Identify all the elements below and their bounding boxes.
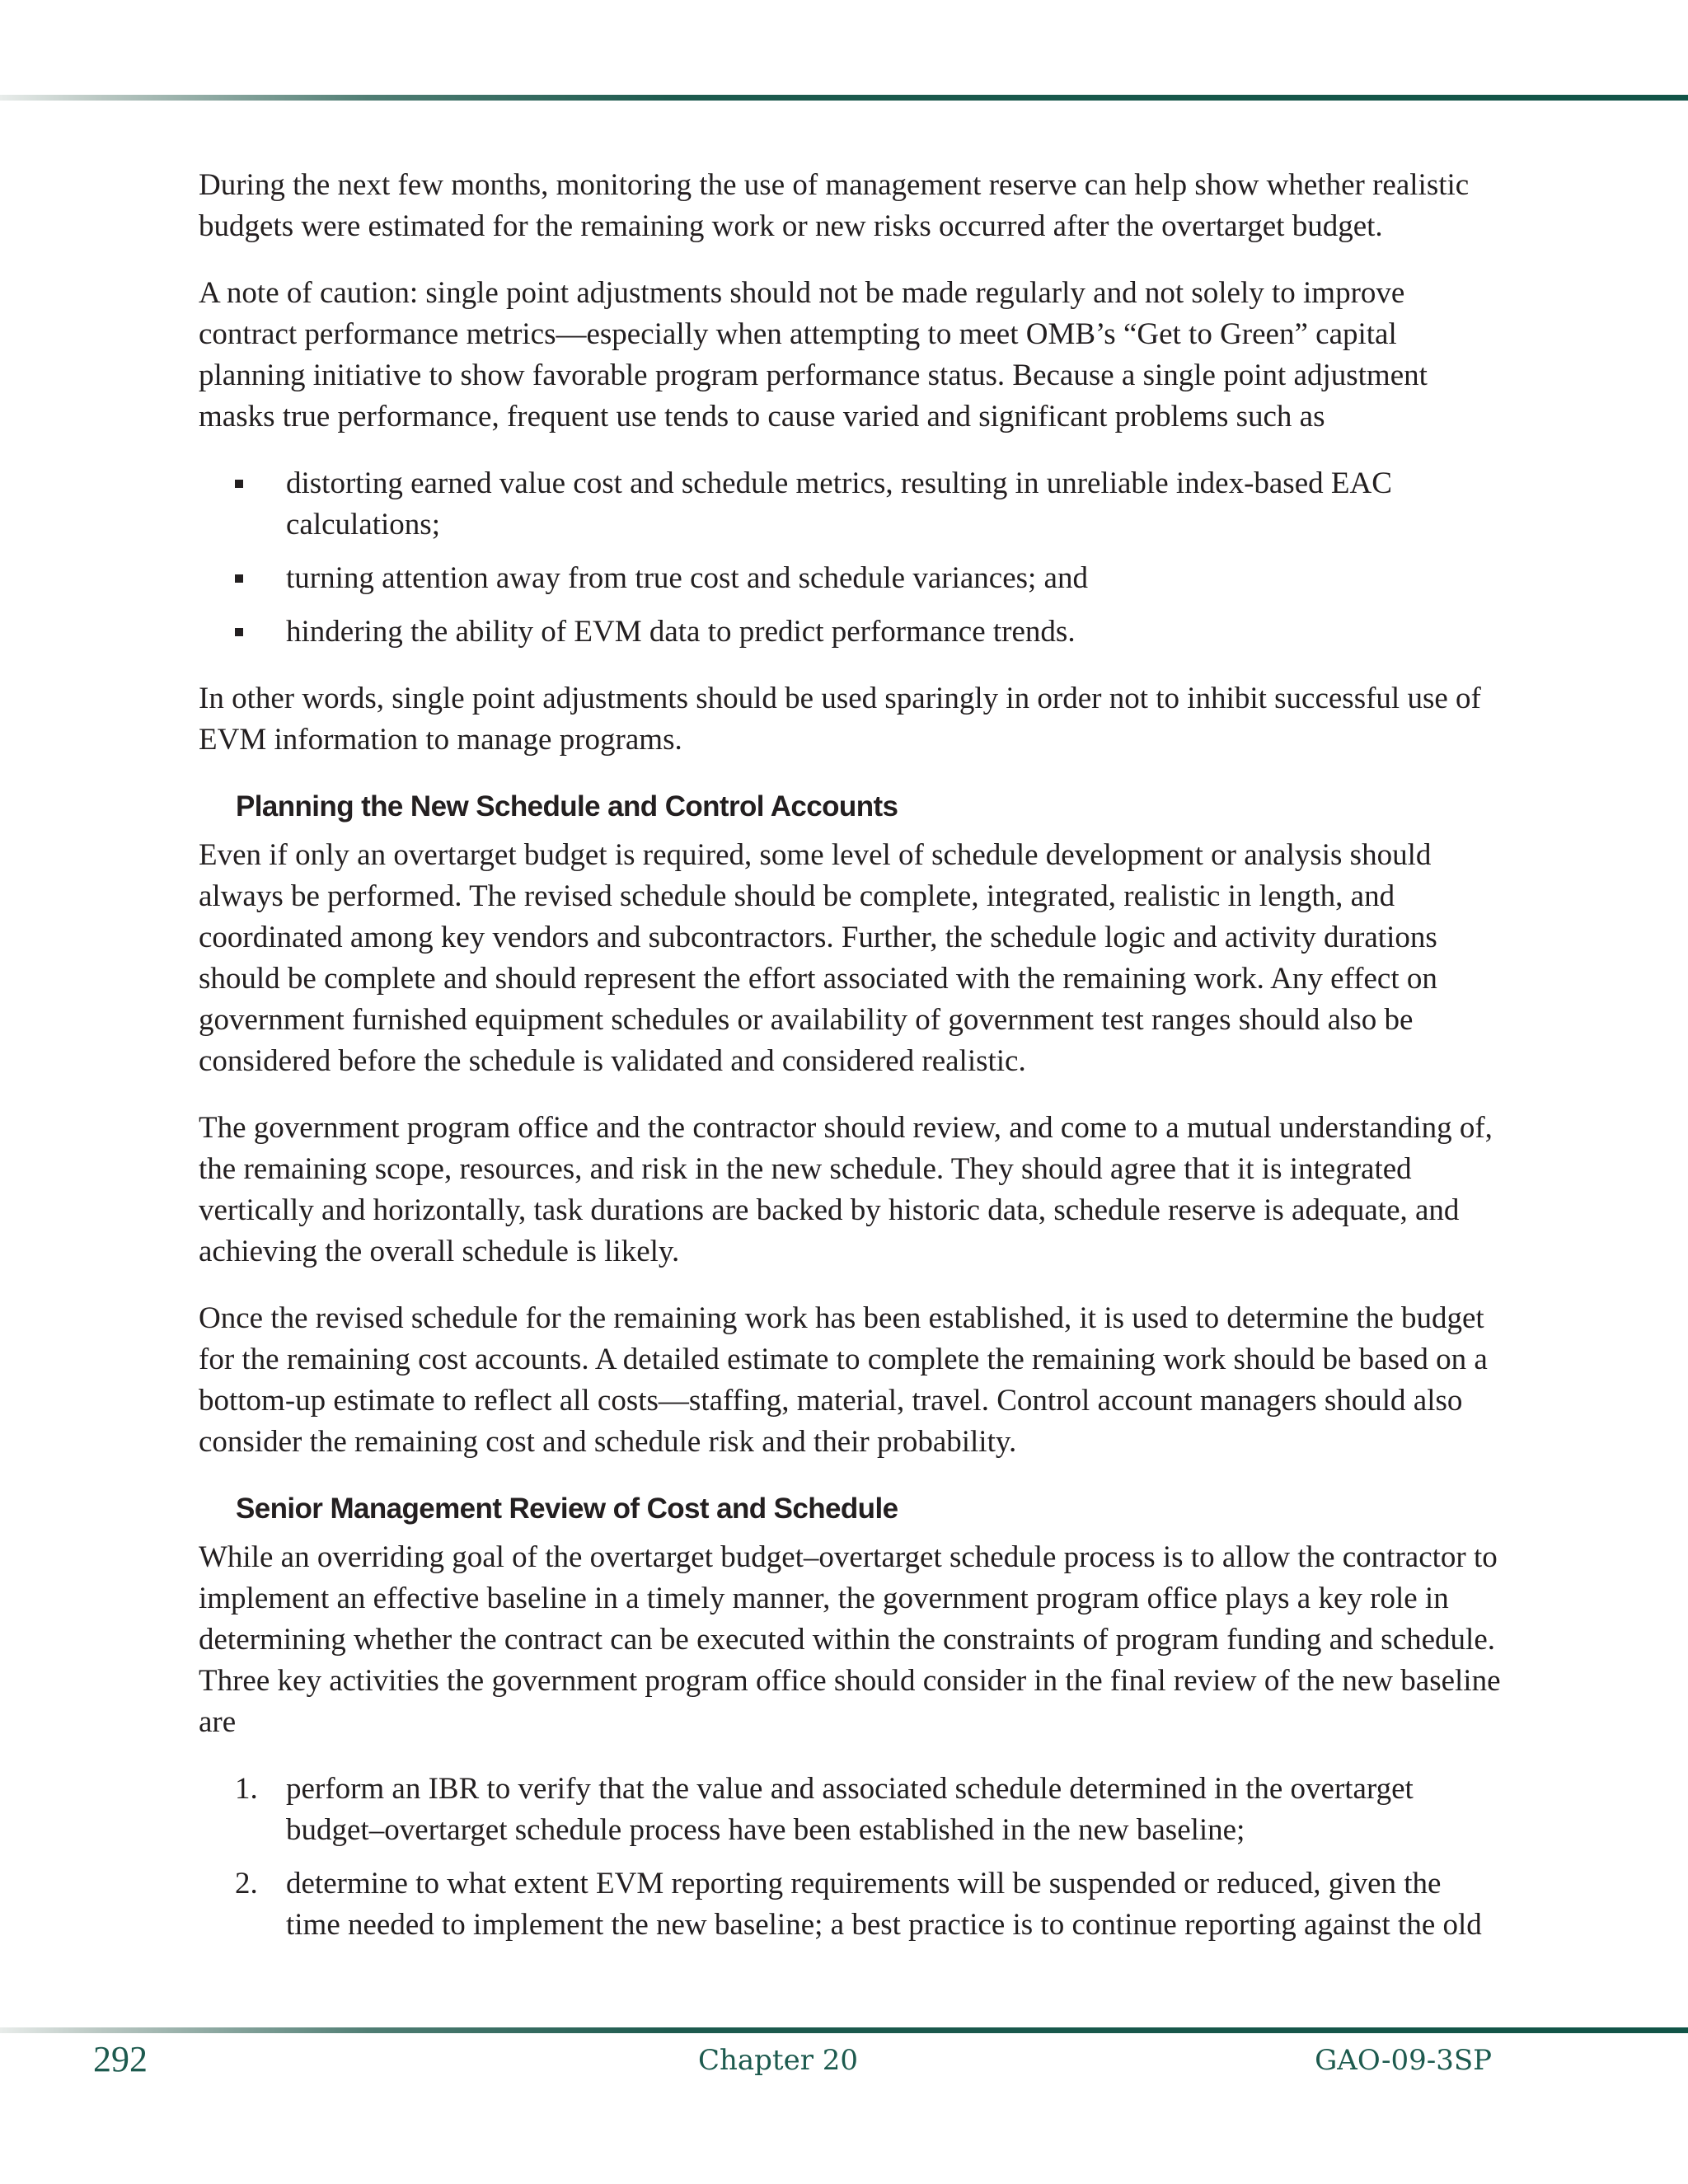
- item-number: 1.: [235, 1772, 258, 1806]
- paragraph-program-office-review: The government program office and the contractor should review, and come to a mutual understanding of, the remaining scope, resources, and risk in the new schedule. They should agree that it is integrated vertically and horizontally, task durations are backed by historic data, schedule reserve is adequate, and achieving the overall schedule is likely.: [199, 1111, 1493, 1268]
- paragraph-schedule-development: Even if only an overtarget budget is required, some level of schedule development or analysis should always be performed. The revised schedule should be complete, integrated, realistic in length, and coordinated among key vendors and subcontractors. Further, the schedule logic and activity durations should be complete and should represent the effort associated with the remaining work. Any effect on government furnished equipment schedules or availability of government test ranges should also be considered before the schedule is validated and considered realistic.: [199, 838, 1437, 1078]
- top-rule: [0, 95, 1688, 101]
- paragraph-in-other-words: In other words, single point adjustments should be used sparingly in order not to inhibit successful use of EVM information to manage programs.: [199, 682, 1481, 757]
- numbered-item-text: perform an IBR to verify that the value and associated schedule determined in the overtarget budget–overtarget schedule process have been established in the new baseline;: [286, 1772, 1414, 1847]
- chapter-label: Chapter 20: [697, 2044, 859, 2077]
- problems-bullet-list: [199, 463, 1501, 653]
- bullet-text: hindering the ability of EVM data to predict performance trends.: [286, 615, 1076, 649]
- section-heading-senior-review: Senior Management Review of Cost and Schedule: [236, 1493, 898, 1525]
- page-body: [199, 165, 1501, 1971]
- paragraph-overriding-goal: While an overriding goal of the overtarget budget–overtarget schedule process is to allow the contractor to implement an effective baseline in a timely manner, the government program office plays a key role in determining whether the contract can be executed within the constraints of program funding and schedule. Three key activities the government program office should consider in the final review of the new baseline are: [199, 1540, 1501, 1739]
- page-number: 292: [93, 2039, 148, 2079]
- document-id: GAO-09-3SP: [1315, 2044, 1492, 2077]
- square-bullet-icon: [235, 480, 243, 488]
- bottom-rule: [0, 2027, 1688, 2033]
- key-activities-list: [199, 1769, 1501, 1946]
- bullet-item: [199, 463, 1501, 546]
- bullet-item: [199, 558, 1501, 599]
- bullet-text: distorting earned value cost and schedule metrics, resulting in unreliable index-based EAC calculations;: [286, 466, 1392, 541]
- paragraph-revised-schedule: Once the revised schedule for the remaining work has been established, it is used to determine the budget for the remaining cost accounts. A detailed estimate to complete the remaining work should be based on a bottom-up estimate to reflect all costs—staffing, material, travel. Control account managers should also consider the remaining cost and schedule risk and their probability.: [199, 1301, 1488, 1459]
- page-footer: [0, 2039, 1688, 2088]
- bullet-text: turning attention away from true cost and schedule variances; and: [286, 561, 1088, 595]
- item-number: 2.: [235, 1867, 258, 1900]
- paragraph-management-reserve: During the next few months, monitoring the use of management reserve can help show whether realistic budgets were estimated for the remaining work or new risks occurred after the overtarget budget.: [199, 168, 1470, 243]
- square-bullet-icon: [235, 628, 243, 636]
- numbered-item: [199, 1863, 1501, 1946]
- numbered-item: [199, 1769, 1501, 1851]
- section-heading-planning: Planning the New Schedule and Control Accounts: [236, 790, 898, 823]
- square-bullet-icon: [235, 574, 243, 583]
- bullet-item: [199, 612, 1501, 653]
- numbered-item-text: determine to what extent EVM reporting requirements will be suspended or reduced, given the time needed to implement the new baseline; a best practice is to continue reporting against the old: [286, 1867, 1482, 1942]
- paragraph-note-of-caution: A note of caution: single point adjustments should not be made regularly and not solely to improve contract performance metrics—especially when attempting to meet OMB’s “Get to Green” capital planning initiative to show favorable program performance status. Because a single point adjustment masks true performance, frequent use tends to cause varied and significant problems such as: [199, 276, 1428, 434]
